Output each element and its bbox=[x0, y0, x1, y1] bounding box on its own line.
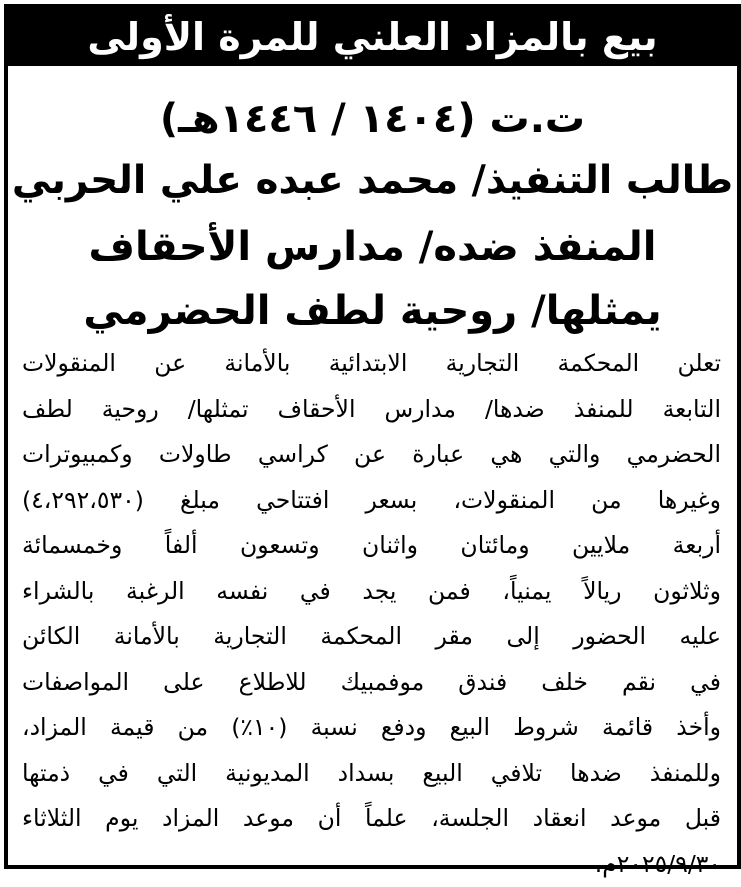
body-line: في نقم خلف فندق موفمبيك للاطلاع على المواصفات bbox=[22, 660, 721, 706]
respondent-line: المنفذ ضده/ مدارس الأحقاف bbox=[8, 224, 737, 270]
body-line: وغيرها من المنقولات، بسعر افتتاحي مبلغ (٤،٢٩٢،٥٣٠) bbox=[22, 478, 721, 524]
body-line: عليه الحضور إلى مقر المحكمة التجارية بالأمانة الكائن bbox=[22, 614, 721, 660]
body-line: التابعة للمنفذ ضدها/ مدارس الأحقاف تمثلها/ روحية لطف bbox=[22, 387, 721, 433]
body-line: وللمنفذ ضدها تلافي البيع بسداد المديونية التي في ذمتها bbox=[22, 751, 721, 797]
notice-body bbox=[22, 341, 721, 887]
notice-frame bbox=[4, 4, 741, 869]
body-line: وثلاثون ريالاً يمنياً، فمن يجد في نفسه الرغبة بالشراء bbox=[22, 569, 721, 615]
body-line: قبل موعد انعقاد الجلسة، علماً أن موعد المزاد يوم الثلاثاء bbox=[22, 796, 721, 842]
body-line: وأخذ قائمة شروط البيع ودفع نسبة (١٠٪) من قيمة المزاد، bbox=[22, 705, 721, 751]
body-line: أربعة ملايين ومائتان واثنان وتسعون ألفاً وخمسمائة bbox=[22, 523, 721, 569]
notice-banner-title: بيع بالمزاد العلني للمرة الأولى bbox=[8, 8, 737, 66]
body-line: الحضرمي والتي هي عبارة عن كراسي طاولات وكمبيوترات bbox=[22, 432, 721, 478]
case-number: ت.ت (١٤٠٤ / ١٤٤٦هـ) bbox=[8, 96, 737, 142]
petitioner-line: طالب التنفيذ/ محمد عبده علي الحربي bbox=[8, 158, 737, 203]
body-line-date: ٢٠٢٥/٩/٣٠م. bbox=[22, 842, 721, 887]
representative-line: يمثلها/ روحية لطف الحضرمي bbox=[8, 288, 737, 334]
body-line: تعلن المحكمة التجارية الابتدائية بالأمانة عن المنقولات bbox=[22, 341, 721, 387]
